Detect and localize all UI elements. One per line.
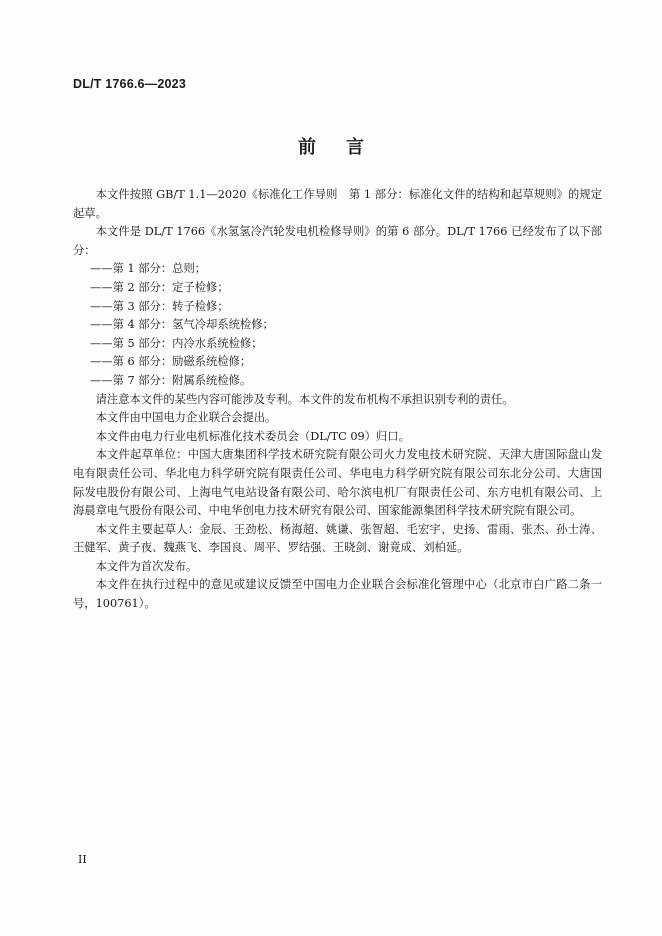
page-number: II <box>78 853 87 866</box>
part-list-item: ——第 7 部分：附属系统检修。 <box>90 373 252 387</box>
drafting-units-paragraph: 本文件起草单位：中国大唐集团科学技术研究院有限公司火力发电技术研究院、天津大唐国际盘山发电有限责任公司、华北电力科学研究院有限责任公司、华电电力科学研究院有限公司东北分公司、大唐国际发电股份有限公司、上海电气电站设备有限公司、哈尔滨电机厂有限责任公司、东方电机有限公司、上海晨章电气股份有限公司、中电华创电力技术研究有限公司、国家能源集团科学技术研究院有限公司。 <box>73 448 602 518</box>
page-title: 前言 <box>298 137 394 158</box>
intro-paragraph-2: 本文件是 DL/T 1766《水氢氢冷汽轮发电机检修导则》的第 6 部分。DL/T 1766 已经发布了以下部分： <box>73 225 602 257</box>
part-list-item: ——第 5 部分：内冷水系统检修； <box>90 336 263 350</box>
feedback-paragraph: 本文件在执行过程中的意见或建议反馈至中国电力企业联合会标准化管理中心（北京市白广路二条一号，100761）。 <box>73 578 602 611</box>
part-list-item: ——第 4 部分：氢气冷却系统检修； <box>90 318 274 332</box>
drafters-paragraph: 本文件主要起草人：金辰、王劲松、杨海超、姚谦、张智超、毛宏宇、史扬、雷雨、张杰、孙士涛、王健军、黄子夜、魏燕飞、李国良、周平、罗结强、王晓剑、谢竟成、刘柏延。 <box>73 522 602 555</box>
part-list-item: ——第 6 部分：励磁系统检修； <box>90 355 252 369</box>
part-list-item: ——第 2 部分：定子检修； <box>90 280 229 294</box>
patent-notice: 请注意本文件的某些内容可能涉及专利。本文件的发布机构不承担识别专利的责任。 <box>95 392 514 406</box>
document-code: DL/T 1766.6—2023 <box>73 77 186 91</box>
foreword-body <box>73 186 602 614</box>
intro-paragraph-1: 本文件按照 GB/T 1.1—2020《标准化工作导则 第 1 部分：标准化文件的结构和起草规则》的规定起草。 <box>73 188 602 220</box>
part-list-item: ——第 3 部分：转子检修； <box>90 299 229 313</box>
first-release-paragraph: 本文件为首次发布。 <box>95 559 198 573</box>
part-list-item: ——第 1 部分：总则； <box>90 262 207 276</box>
proposer-paragraph: 本文件由中国电力企业联合会提出。 <box>95 411 277 425</box>
committee-paragraph: 本文件由电力行业电机标准化技术委员会（DL/TC 09）归口。 <box>95 429 410 443</box>
